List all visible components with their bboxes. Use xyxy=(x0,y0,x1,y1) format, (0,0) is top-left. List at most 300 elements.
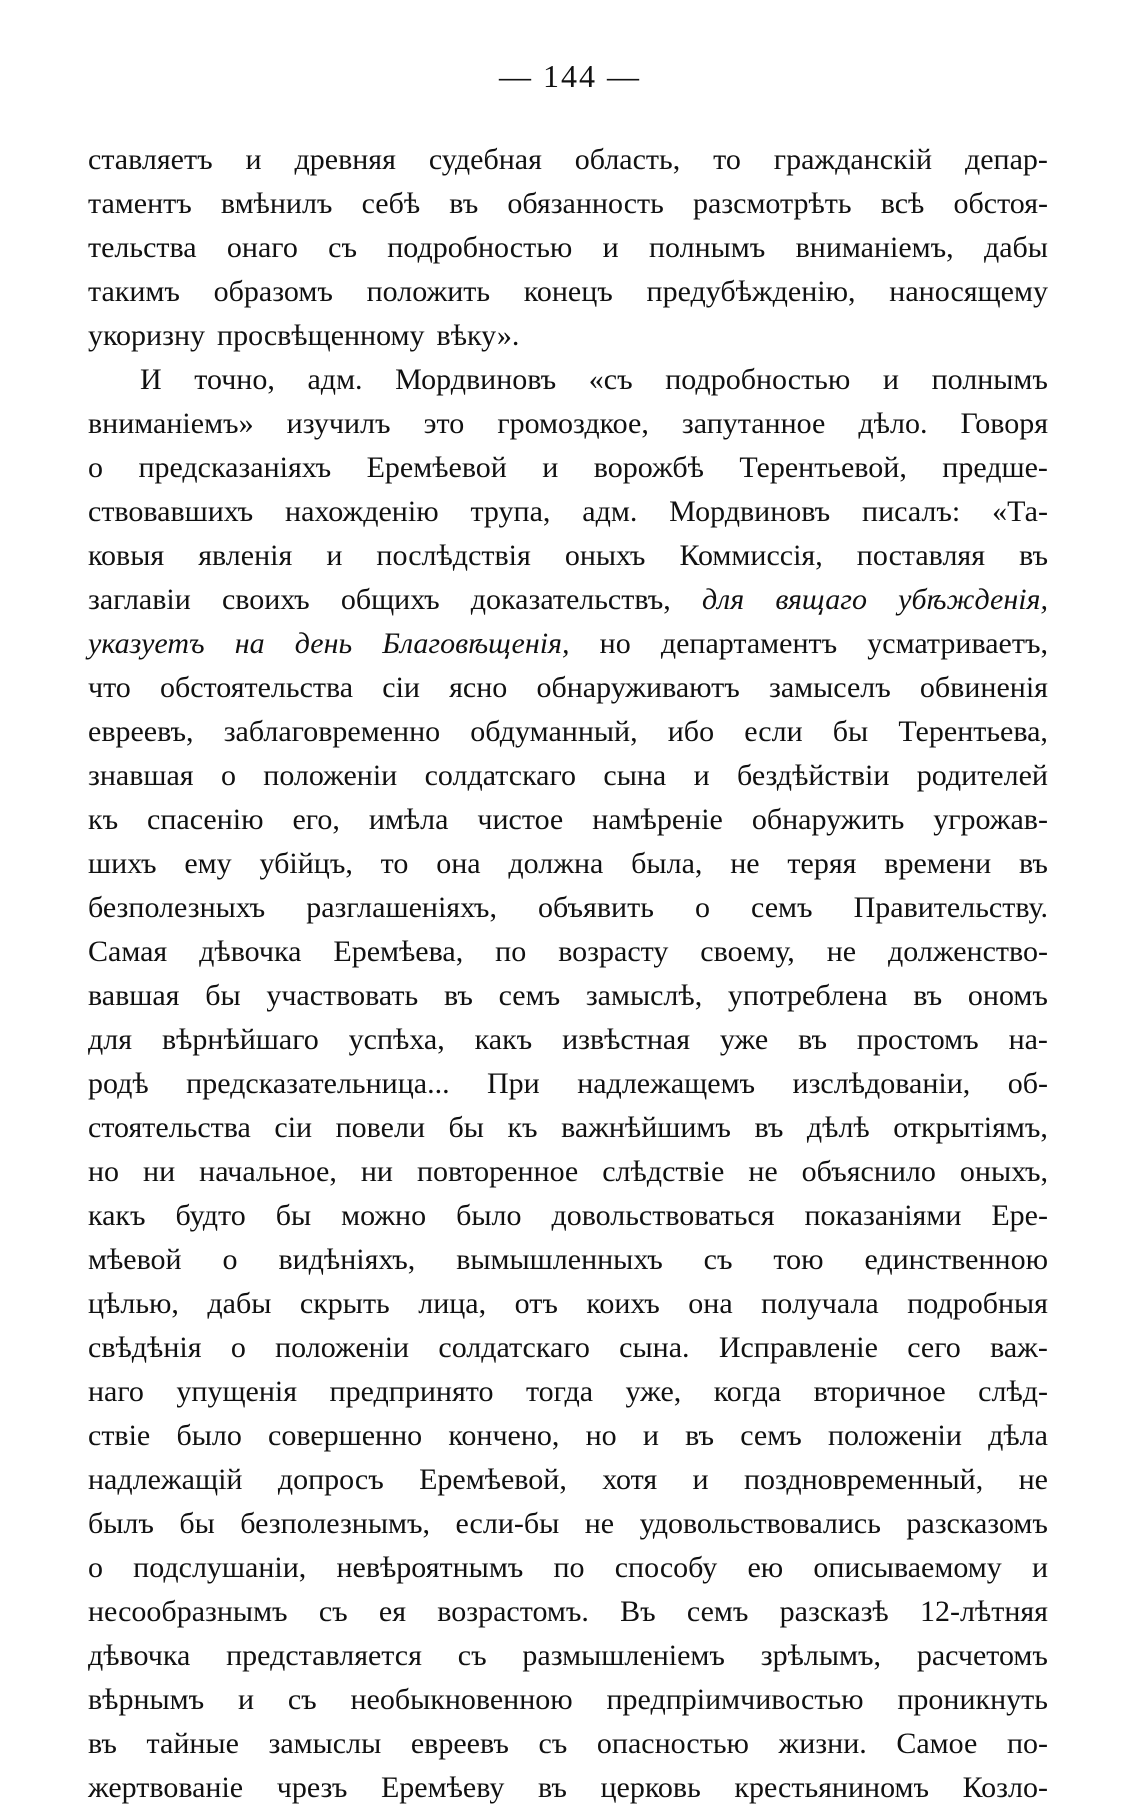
word: солдатскаго xyxy=(424,759,577,792)
word: поставляя xyxy=(856,539,986,572)
word: и xyxy=(245,143,262,176)
word: При xyxy=(487,1067,540,1100)
word: и xyxy=(642,1419,659,1452)
word: себѣ xyxy=(361,187,421,220)
word: слѣдствіе xyxy=(602,1155,725,1188)
word: въ xyxy=(449,187,479,220)
word: онаго xyxy=(226,231,298,264)
word: шихъ xyxy=(88,847,157,880)
word: не xyxy=(748,1155,778,1188)
word: древняя xyxy=(294,143,396,176)
word: разглашеніяхъ, xyxy=(306,891,497,924)
word: Терентьева, xyxy=(898,715,1048,748)
word: сына. xyxy=(619,1331,690,1364)
word: Мордвиновъ xyxy=(395,363,557,396)
word: Самое xyxy=(896,1727,978,1760)
word: и xyxy=(542,451,559,484)
word: имѣла xyxy=(368,803,449,836)
word: бы xyxy=(832,715,869,748)
word: крестьяниномъ xyxy=(734,1771,930,1804)
word: общихъ xyxy=(340,583,440,616)
word: евреевъ xyxy=(410,1727,509,1760)
word: можно xyxy=(341,1199,427,1232)
word: Еремѣеву xyxy=(380,1771,505,1804)
word: успѣха, xyxy=(348,1023,445,1056)
word: о xyxy=(88,451,103,484)
word: ставляетъ xyxy=(88,143,213,176)
text-line xyxy=(88,974,1048,1018)
word: ствовавшихъ xyxy=(88,495,254,528)
word: было xyxy=(456,1199,522,1232)
word: бездѣйствіи xyxy=(736,759,890,792)
word: всѣ xyxy=(880,187,925,220)
word: если xyxy=(744,715,803,748)
word: о xyxy=(230,1331,246,1364)
word: вящаго xyxy=(775,583,867,616)
word: ибо xyxy=(667,715,715,748)
word: въ xyxy=(685,1419,715,1452)
word: дѣло. xyxy=(858,407,928,440)
word: участвовать xyxy=(266,979,419,1012)
word: департаментъ xyxy=(660,627,838,660)
word: полнымъ xyxy=(648,231,766,264)
word: своихъ xyxy=(221,583,310,616)
text-line xyxy=(88,1766,1048,1810)
word: былъ xyxy=(88,1507,154,1540)
word: трупа, xyxy=(470,495,551,528)
word: тогда xyxy=(525,1375,594,1408)
word: и xyxy=(693,759,710,792)
word: проникнуть xyxy=(897,1683,1048,1716)
word: сына xyxy=(603,759,667,792)
word: Коммиссія, xyxy=(679,539,823,572)
word: дѣлѣ xyxy=(806,1111,870,1144)
word: предубѣжденію, xyxy=(646,275,856,308)
text-line xyxy=(88,930,1048,974)
text-line xyxy=(88,842,1048,886)
word: замыселъ xyxy=(768,671,891,704)
word: знавшая xyxy=(88,759,194,792)
word: подробностью xyxy=(665,363,851,396)
word: тою xyxy=(773,1243,824,1276)
word: обстоятельства xyxy=(159,671,354,704)
word: въ xyxy=(88,1727,117,1760)
word: и xyxy=(1031,1551,1048,1584)
word: обвиненія xyxy=(919,671,1048,704)
word: бы xyxy=(205,979,241,1012)
word: явленія xyxy=(198,539,293,572)
word: бы xyxy=(275,1199,312,1232)
text-line xyxy=(88,710,1048,754)
word: обязанность xyxy=(507,187,664,220)
word: Правительству. xyxy=(853,891,1048,924)
word: допросъ xyxy=(277,1463,384,1496)
word: довольствоваться xyxy=(551,1199,775,1232)
text-line xyxy=(88,1106,1048,1150)
word: оныхъ, xyxy=(959,1155,1048,1188)
word: поздновременный, xyxy=(743,1463,984,1496)
word: объяснило xyxy=(801,1155,936,1188)
word: когда xyxy=(713,1375,782,1408)
word: предсказательница... xyxy=(186,1067,450,1100)
text-line xyxy=(88,1414,1048,1458)
word: вымышленныхъ xyxy=(456,1243,663,1276)
word: наносящему xyxy=(889,275,1048,308)
word: объявить xyxy=(538,891,654,924)
text-line xyxy=(88,886,1048,930)
word: вѣрнѣйшаго xyxy=(161,1023,319,1056)
word: разсказомъ xyxy=(906,1507,1048,1540)
word: стоятельства xyxy=(88,1111,251,1144)
word: описываемому xyxy=(813,1551,1002,1584)
word: ясно xyxy=(449,671,508,704)
word: будто xyxy=(175,1199,246,1232)
word: бы xyxy=(448,1111,484,1144)
word: просвѣщенному xyxy=(217,319,425,352)
word: доказательствъ, xyxy=(470,583,671,616)
word: замыслѣ, xyxy=(585,979,703,1012)
word: способу xyxy=(614,1551,718,1584)
word: по- xyxy=(1006,1727,1048,1760)
text-line xyxy=(88,1326,1048,1370)
word: вавшая xyxy=(88,979,180,1012)
word: Исправленіе xyxy=(718,1331,878,1364)
word: чистое xyxy=(477,803,564,836)
word: показаніями xyxy=(804,1199,962,1232)
text-line xyxy=(88,490,1048,534)
text-line xyxy=(88,1502,1048,1546)
word: зрѣлымъ, xyxy=(760,1639,882,1672)
word: по xyxy=(553,1551,585,1584)
word: необыкновенною xyxy=(350,1683,573,1716)
word: подслушаніи, xyxy=(133,1551,307,1584)
text-line xyxy=(88,798,1048,842)
word: «съ xyxy=(588,363,633,396)
word: мѣевой xyxy=(88,1243,182,1276)
text-line xyxy=(88,1634,1048,1678)
word: заглавіи xyxy=(88,583,191,616)
word: укоризну xyxy=(88,319,206,352)
word: точно, xyxy=(194,363,275,396)
word: положеніи xyxy=(263,759,398,792)
word: было xyxy=(176,1419,242,1452)
word: обнаруживаютъ xyxy=(536,671,740,704)
word: семъ xyxy=(498,979,561,1012)
word: ни xyxy=(143,1155,176,1188)
word: уже xyxy=(719,1023,769,1056)
word: кончено, xyxy=(448,1419,560,1452)
word: сіи xyxy=(382,671,420,704)
word: послѣдствія xyxy=(376,539,531,572)
text-line xyxy=(88,1458,1048,1502)
word: по xyxy=(495,935,527,968)
word: образомъ xyxy=(213,275,333,308)
word: опасностью xyxy=(596,1727,749,1760)
word: дабы xyxy=(207,1287,272,1320)
word: предше- xyxy=(942,451,1048,484)
word: область, xyxy=(574,143,681,176)
word: подробностью xyxy=(387,231,573,264)
word: времени xyxy=(884,847,992,880)
word: конецъ xyxy=(523,275,613,308)
word: замыслы xyxy=(268,1727,382,1760)
word: безполезныхъ xyxy=(88,891,266,924)
word: чрезъ xyxy=(276,1771,348,1804)
text-line xyxy=(88,314,1048,358)
text-line xyxy=(88,1590,1048,1634)
word: упущенія xyxy=(176,1375,298,1408)
word: о xyxy=(220,759,236,792)
word: Благовѣщенія, xyxy=(382,627,570,660)
word: цѣлью, xyxy=(88,1287,179,1320)
body-text xyxy=(88,138,1048,1810)
word: положеніи xyxy=(275,1331,410,1364)
word: «Та- xyxy=(992,495,1048,528)
word: она xyxy=(436,847,481,880)
word: была, xyxy=(631,847,703,880)
word: возрасту xyxy=(558,935,669,968)
word: указуетъ xyxy=(88,627,205,660)
word: она xyxy=(688,1287,733,1320)
word: Еремѣевой xyxy=(366,451,507,484)
word: вниманіемъ, xyxy=(795,231,954,264)
word: употреблена xyxy=(727,979,888,1012)
page-number: — 144 — xyxy=(499,58,641,94)
text-line xyxy=(88,446,1048,490)
word: положить xyxy=(366,275,491,308)
word: не xyxy=(730,847,760,880)
word: сего xyxy=(907,1331,961,1364)
word: вторичное xyxy=(813,1375,946,1408)
word: съ xyxy=(287,1683,317,1716)
word: какъ xyxy=(474,1023,533,1056)
word: открытіямъ, xyxy=(893,1111,1048,1144)
text-line xyxy=(88,1062,1048,1106)
word: предпринято xyxy=(329,1375,494,1408)
word: адм. xyxy=(582,495,638,528)
word: въ xyxy=(1019,847,1048,880)
word: надлежащемъ xyxy=(577,1067,756,1100)
word: свѣдѣнія xyxy=(88,1331,202,1364)
word: для xyxy=(701,583,745,616)
word: убійцъ, xyxy=(259,847,353,880)
word: съ xyxy=(703,1243,733,1276)
word: подробныя xyxy=(907,1287,1048,1320)
word: бы xyxy=(179,1507,215,1540)
word: оныхъ xyxy=(564,539,646,572)
word: такимъ xyxy=(88,275,180,308)
text-line xyxy=(88,358,1048,402)
word: предпріимчивостью xyxy=(606,1683,864,1716)
word: вѣрнымъ xyxy=(88,1683,205,1716)
word: слѣд- xyxy=(978,1375,1048,1408)
word: Въ xyxy=(620,1595,656,1628)
word: разсказѣ xyxy=(779,1595,889,1628)
word: надлежащій xyxy=(88,1463,243,1496)
word: въ xyxy=(913,979,943,1012)
word: Терентьевой, xyxy=(739,451,907,484)
word: но xyxy=(585,1419,617,1452)
word: ея xyxy=(378,1595,407,1628)
text-line xyxy=(88,182,1048,226)
text-line xyxy=(88,578,1048,622)
word: ковыя xyxy=(88,539,165,572)
word: И xyxy=(140,363,162,396)
text-line xyxy=(88,1282,1048,1326)
word: заблаговременно xyxy=(223,715,441,748)
word: коихъ xyxy=(586,1287,660,1320)
word: обстоя- xyxy=(953,187,1048,220)
word: вмѣнилъ xyxy=(220,187,333,220)
word: убѣжденія, xyxy=(898,583,1048,616)
word: не xyxy=(826,935,857,968)
word: жизни. xyxy=(778,1727,867,1760)
word: евреевъ, xyxy=(88,715,194,748)
word: и xyxy=(882,363,899,396)
word: съ xyxy=(457,1639,487,1672)
word: родителей xyxy=(916,759,1048,792)
word: должна xyxy=(508,847,604,880)
word: об- xyxy=(1007,1067,1048,1100)
word: представляется xyxy=(226,1639,422,1672)
word: о xyxy=(222,1243,238,1276)
word: дѣвочка xyxy=(88,1639,191,1672)
word: день xyxy=(294,627,353,660)
word: какъ xyxy=(88,1199,146,1232)
word: расчетомъ xyxy=(916,1639,1048,1672)
text-line xyxy=(88,270,1048,314)
word: обдуманный, xyxy=(470,715,638,748)
word: Еремѣева, xyxy=(333,935,464,968)
word: простомъ xyxy=(856,1023,979,1056)
word: Самая xyxy=(88,935,168,968)
word: и xyxy=(602,231,619,264)
word: наго xyxy=(88,1375,144,1408)
word: хотя xyxy=(602,1463,658,1496)
word: что xyxy=(88,671,131,704)
word: начальное, xyxy=(199,1155,337,1188)
text-line xyxy=(88,534,1048,578)
word: въ xyxy=(754,1111,784,1144)
word: 12-лѣтняя xyxy=(919,1595,1048,1628)
word: къ xyxy=(88,803,119,836)
word: съ xyxy=(318,1595,348,1628)
word: скрыть xyxy=(299,1287,390,1320)
word: уже, xyxy=(625,1375,682,1408)
text-line xyxy=(88,1678,1048,1722)
word: въ xyxy=(537,1771,567,1804)
word: это xyxy=(423,407,465,440)
word: въ xyxy=(798,1023,828,1056)
word: и xyxy=(237,1683,255,1716)
word: ствіе xyxy=(88,1419,151,1452)
word: Говоря xyxy=(960,407,1048,440)
text-line xyxy=(88,402,1048,446)
word: таментъ xyxy=(88,187,192,220)
text-line xyxy=(88,1370,1048,1414)
word: дѣвочка xyxy=(199,935,302,968)
word: предсказаніяхъ xyxy=(138,451,332,484)
word: родѣ xyxy=(88,1067,149,1100)
word: Козло- xyxy=(962,1771,1048,1804)
text-line xyxy=(88,226,1048,270)
word: ворожбѣ xyxy=(593,451,704,484)
word: въ xyxy=(1019,539,1048,572)
text-line xyxy=(88,754,1048,798)
word: дѣла xyxy=(988,1419,1048,1452)
word: угрожав- xyxy=(933,803,1048,836)
text-line xyxy=(88,1238,1048,1282)
word: солдатскаго xyxy=(438,1331,590,1364)
word: ею xyxy=(747,1551,784,1584)
text-line xyxy=(88,1546,1048,1590)
word: и xyxy=(326,539,343,572)
word: видѣніяхъ, xyxy=(278,1243,416,1276)
word: писалъ: xyxy=(862,495,961,528)
word: повели xyxy=(335,1111,425,1144)
word: обнаружить xyxy=(751,803,905,836)
word: не xyxy=(584,1507,615,1540)
word: ему xyxy=(184,847,232,880)
word: жертвованіе xyxy=(88,1771,244,1804)
word: изслѣдованіи, xyxy=(792,1067,971,1100)
word: нахожденію xyxy=(285,495,439,528)
word: долженство- xyxy=(888,935,1048,968)
word: съ xyxy=(328,231,357,264)
text-line xyxy=(88,666,1048,710)
word: и xyxy=(692,1463,709,1496)
text-line xyxy=(88,622,1048,666)
text-line xyxy=(88,138,1048,182)
word: на xyxy=(234,627,265,660)
word: громоздкое, xyxy=(497,407,649,440)
word: важнѣйшимъ xyxy=(561,1111,731,1144)
word: семъ xyxy=(740,1419,802,1452)
word: семъ xyxy=(751,891,813,924)
word: то xyxy=(713,143,741,176)
word: судебная xyxy=(428,143,542,176)
word: депар- xyxy=(964,143,1048,176)
word: ономъ xyxy=(967,979,1048,1012)
word: ни xyxy=(360,1155,393,1188)
word: отъ xyxy=(514,1287,558,1320)
word: Еремѣевой, xyxy=(419,1463,567,1496)
word: о xyxy=(694,891,710,924)
word: адм. xyxy=(307,363,363,396)
word: но xyxy=(88,1155,120,1188)
word: Ере- xyxy=(991,1199,1048,1232)
word: тайные xyxy=(146,1727,239,1760)
word: вниманіемъ» xyxy=(88,407,254,440)
word: на- xyxy=(1008,1023,1048,1056)
word: тельства xyxy=(88,231,197,264)
word: къ xyxy=(507,1111,538,1144)
word: важ- xyxy=(990,1331,1048,1364)
word: усматриваетъ, xyxy=(867,627,1048,660)
word: извѣстная xyxy=(562,1023,691,1056)
word: семъ xyxy=(686,1595,749,1628)
word: запутанное xyxy=(681,407,826,440)
word: положеніи xyxy=(827,1419,962,1452)
word: гражданскій xyxy=(773,143,933,176)
word: его, xyxy=(292,803,340,836)
word: Мордвиновъ xyxy=(669,495,831,528)
word: но xyxy=(599,627,631,660)
word: единственною xyxy=(864,1243,1048,1276)
word: лица, xyxy=(418,1287,487,1320)
word: совершенно xyxy=(268,1419,423,1452)
word: разсмотрѣть xyxy=(692,187,852,220)
